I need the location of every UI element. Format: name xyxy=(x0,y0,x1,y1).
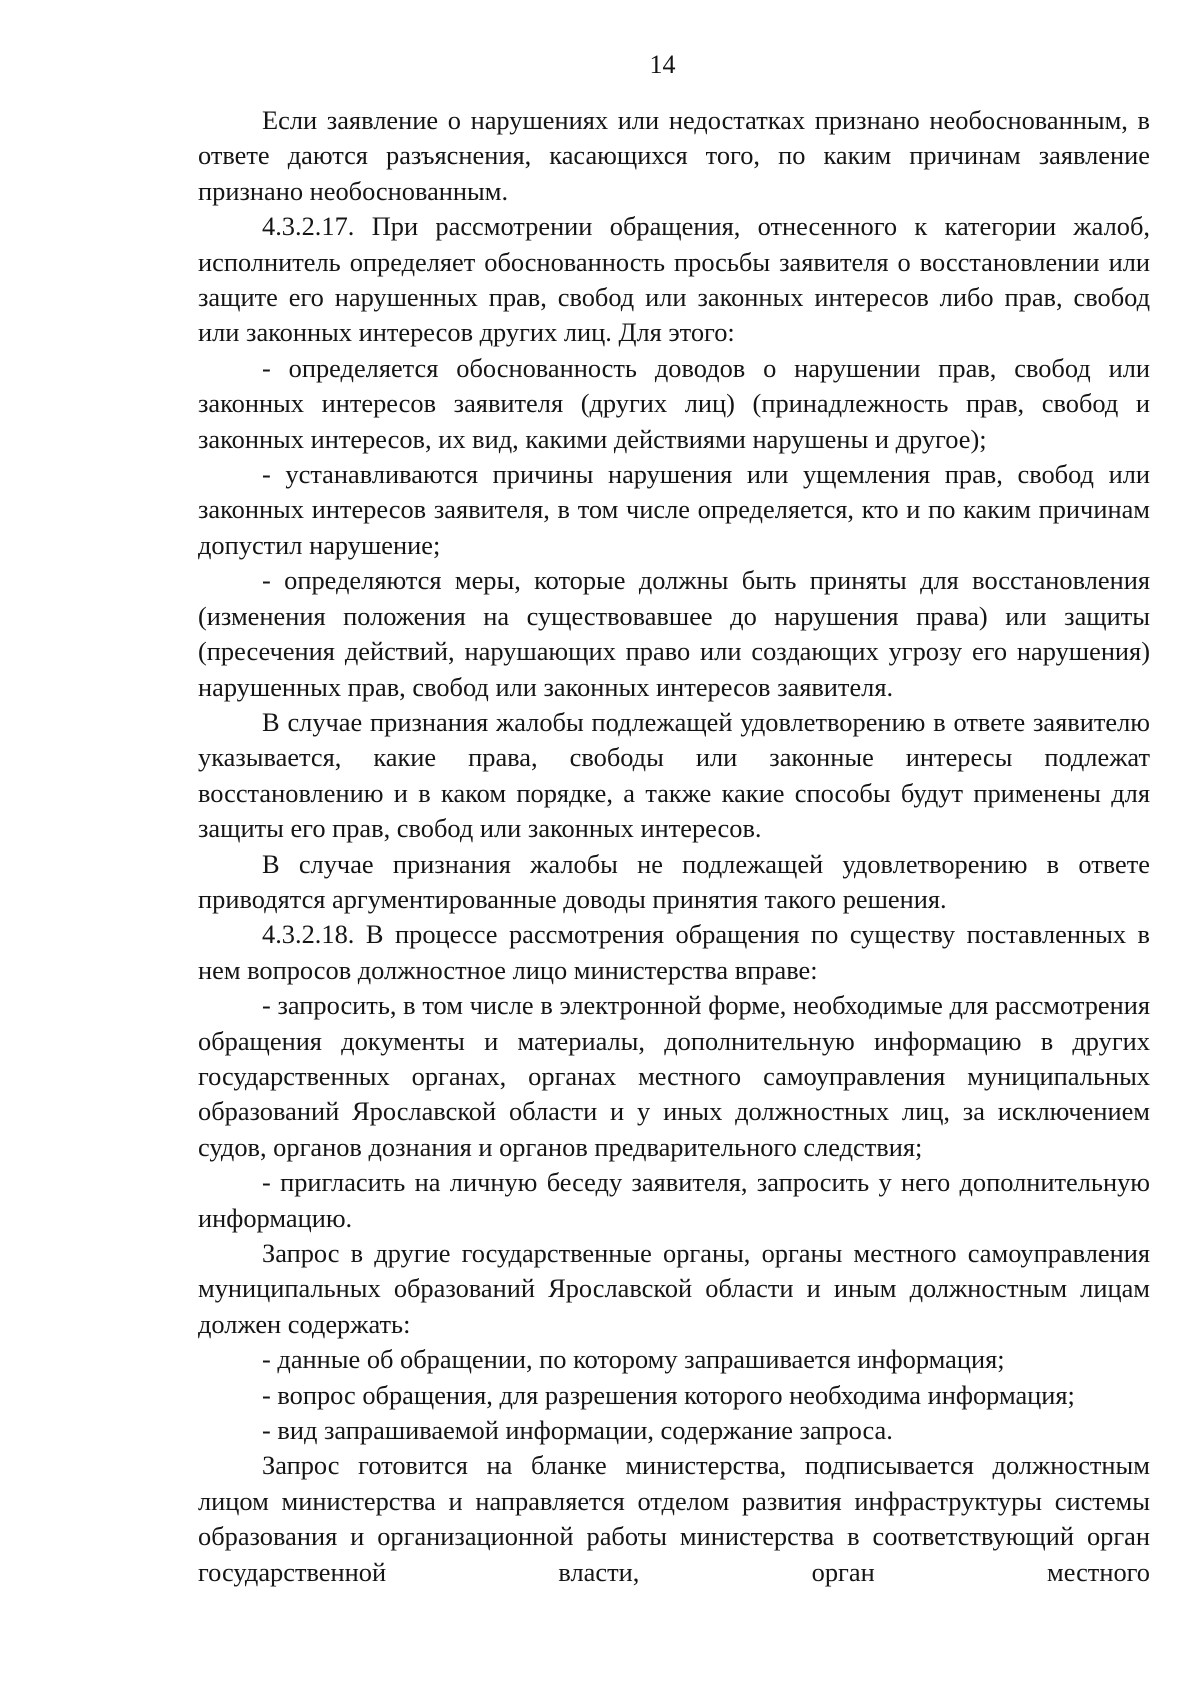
list-item-validity-check: - определяется обоснованность доводов о нарушении прав, свобод или законных интересов заявителя (других лиц) (принадлежность прав, свобод и законных интересов, их вид, какими действиями нарушены и другое); xyxy=(198,352,1150,454)
list-item-remedial-measures: - определяются меры, которые должны быть приняты для восстановления (изменения положения на существовавшее до нарушения права) или защиты (пресечения действий, нарушающих право или создающих угрозу его нарушения) нарушенных прав, свобод или законных интересов заявителя. xyxy=(198,565,1150,702)
list-item-info-type: - вид запрашиваемой информации, содержание запроса. xyxy=(262,1415,893,1446)
paragraph-request-preparation: Запрос готовится на бланке министерства, подписывается должностным лицом министерства и направляется отделом развития инфраструктуры системы образования и организационной работы министерства в соответствующий орган государственной власти, орган местного xyxy=(198,1450,1150,1587)
page-number: 14 xyxy=(649,50,676,79)
paragraph-request-contents: Запрос в другие государственные органы, органы местного самоуправления муниципальных образований Ярославской области и иным должностным лицам должен содержать: xyxy=(198,1238,1150,1339)
paragraph-complaint-upheld: В случае признания жалобы подлежащей удовлетворению в ответе заявителю указывается, какие права, свободы или законные интересы подлежат восстановлению и в каком порядке, а также какие способы будут применены для защиты его прав, свобод или законных интересов. xyxy=(198,706,1150,844)
list-item-request-documents: - запросить, в том числе в электронной форме, необходимые для рассмотрения обращения документы и материалы, дополнительную информацию в других государственных органах, органах местного самоуправления муниципальных образований Ярославской области и у иных должностных лиц, за исключением судов, органов дознания и органов предварительного следствия; xyxy=(198,990,1150,1162)
paragraph-4-3-2-18: 4.3.2.18. В процессе рассмотрения обращения по существу поставленных в нем вопросов должностное лицо министерства вправе: xyxy=(198,919,1150,985)
paragraph-unfounded-claim: Если заявление о нарушениях или недостатках признано необоснованным, в ответе даются разъяснения, касающихся того, по каким причинам заявление признано необоснованным. xyxy=(198,105,1150,206)
list-item-appeal-data: - данные об обращении, по которому запрашивается информация; xyxy=(262,1344,1005,1375)
paragraph-complaint-rejected: В случае признания жалобы не подлежащей удовлетворению в ответе приводятся аргументированные доводы принятия такого решения. xyxy=(198,848,1150,914)
list-item-appeal-question: - вопрос обращения, для разрешения которого необходима информация; xyxy=(262,1379,1075,1410)
document-body xyxy=(198,103,1150,1590)
list-item-violation-causes: - устанавливаются причины нарушения или ущемления прав, свобод или законных интересов заявителя, в том числе определяется, кто и по каким причинам допустил нарушение; xyxy=(198,459,1150,560)
list-item-invite-applicant: - пригласить на личную беседу заявителя, запросить у него дополнительную информацию. xyxy=(198,1167,1150,1233)
paragraph-4-3-2-17: 4.3.2.17. При рассмотрении обращения, отнесенного к категории жалоб, исполнитель определяет обоснованность просьбы заявителя о восстановлении или защите его нарушенных прав, свобод или законных интересов либо прав, свобод или законных интересов других лиц. Для этого: xyxy=(198,211,1150,348)
